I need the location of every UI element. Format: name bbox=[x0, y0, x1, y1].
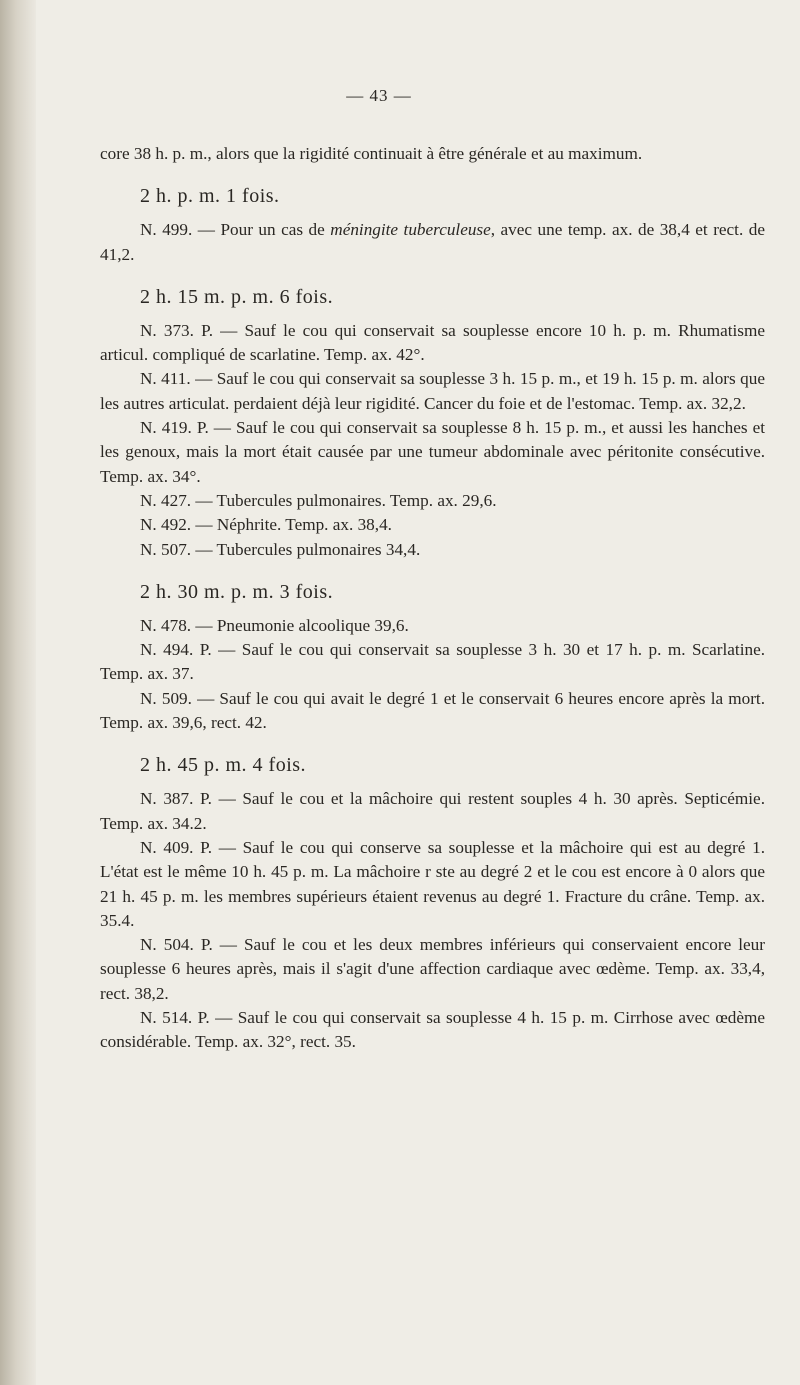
entry-504: N. 504. P. — Sauf le cou et les deux membres inférieurs qui conservaient encore leur souplesse 6 heures après, mais il s'agit d'une affection cardiaque avec œdème. Temp. ax. 33,4, rect. 38,2. bbox=[100, 935, 765, 1003]
entry-509: N. 509. — Sauf le cou qui avait le degré 1 et le conservait 6 heures encore après la mort. Temp. ax. 39,6, rect. 42. bbox=[100, 688, 765, 733]
entry-427: N. 427. — Tubercules pulmonaires. Temp. ax. 29,6. bbox=[140, 490, 497, 510]
page-number: — 43 — bbox=[346, 86, 412, 105]
section-heading-3: 2 h. 30 m. p. m. 3 fois. bbox=[140, 580, 334, 603]
section-heading-1: 2 h. p. m. 1 fois. bbox=[140, 185, 280, 208]
entry-507: N. 507. — Tubercules pulmonaires 34,4. bbox=[140, 539, 421, 559]
entry-492: N. 492. — Néphrite. Temp. ax. 38,4. bbox=[140, 515, 392, 535]
binding-gutter bbox=[0, 0, 36, 1385]
intro-paragraph: core 38 h. p. m., alors que la rigidité continuait à être générale et au maximum. bbox=[100, 144, 643, 163]
entry-387: N. 387. P. — Sauf le cou et la mâchoire qui restent souples 4 h. 30 après. Septicémie. Temp. ax. 34.2. bbox=[100, 789, 765, 833]
entry-499: N. 499. — Pour un cas de méningite tuberculeuse, avec une temp. ax. de 38,4 et rect. de 41,2. bbox=[100, 220, 765, 264]
section-heading-2: 2 h. 15 m. p. m. 6 fois. bbox=[140, 285, 334, 308]
entry-373: N. 373. P. — Sauf le cou qui conservait sa souplesse encore 10 h. p. m. Rhumatisme articul. compliqué de scarlatine. Temp. ax. 42°. bbox=[100, 320, 765, 365]
section-heading-4: 2 h. 45 p. m. 4 fois. bbox=[140, 754, 307, 777]
page-content bbox=[100, 142, 765, 1055]
entry-478: N. 478. — Pneumonie alcoolique 39,6. bbox=[140, 615, 409, 635]
entry-514: N. 514. P. — Sauf le cou qui conservait sa souplesse 4 h. 15 p. m. Cirrhose avec œdème considérable. Temp. ax. 32°, rect. 35. bbox=[100, 1008, 765, 1052]
entry-419: N. 419. P. — Sauf le cou qui conservait sa souplesse 8 h. 15 p. m., et aussi les hanches et les genoux, mais la mort était causée par une tumeur abdominale avec péritonite consécutive. Temp. ax. 34°. bbox=[100, 418, 765, 486]
entry-494: N. 494. P. — Sauf le cou qui conservait sa souplesse 3 h. 30 et 17 h. p. m. Scarlatine. Temp. ax. 37. bbox=[100, 640, 765, 684]
entry-411: N. 411. — Sauf le cou qui conservait sa souplesse 3 h. 15 p. m., et 19 h. 15 p. m. alors que les autres articulat. perdaient déjà leur rigidité. Cancer du foie et de l'estomac. Temp. ax. 32,2. bbox=[100, 369, 765, 413]
entry-409: N. 409. P. — Sauf le cou qui conserve sa souplesse et la mâchoire qui est au degré 1. L'état est le même 10 h. 45 p. m. La mâchoire r ste au degré 2 et le cou est encore à 0 alors que 21 h. 45 p. m. les membres supérieurs étaient revenus au degré 1. Fracture du crâne. Temp. ax. 35.4. bbox=[100, 837, 765, 930]
